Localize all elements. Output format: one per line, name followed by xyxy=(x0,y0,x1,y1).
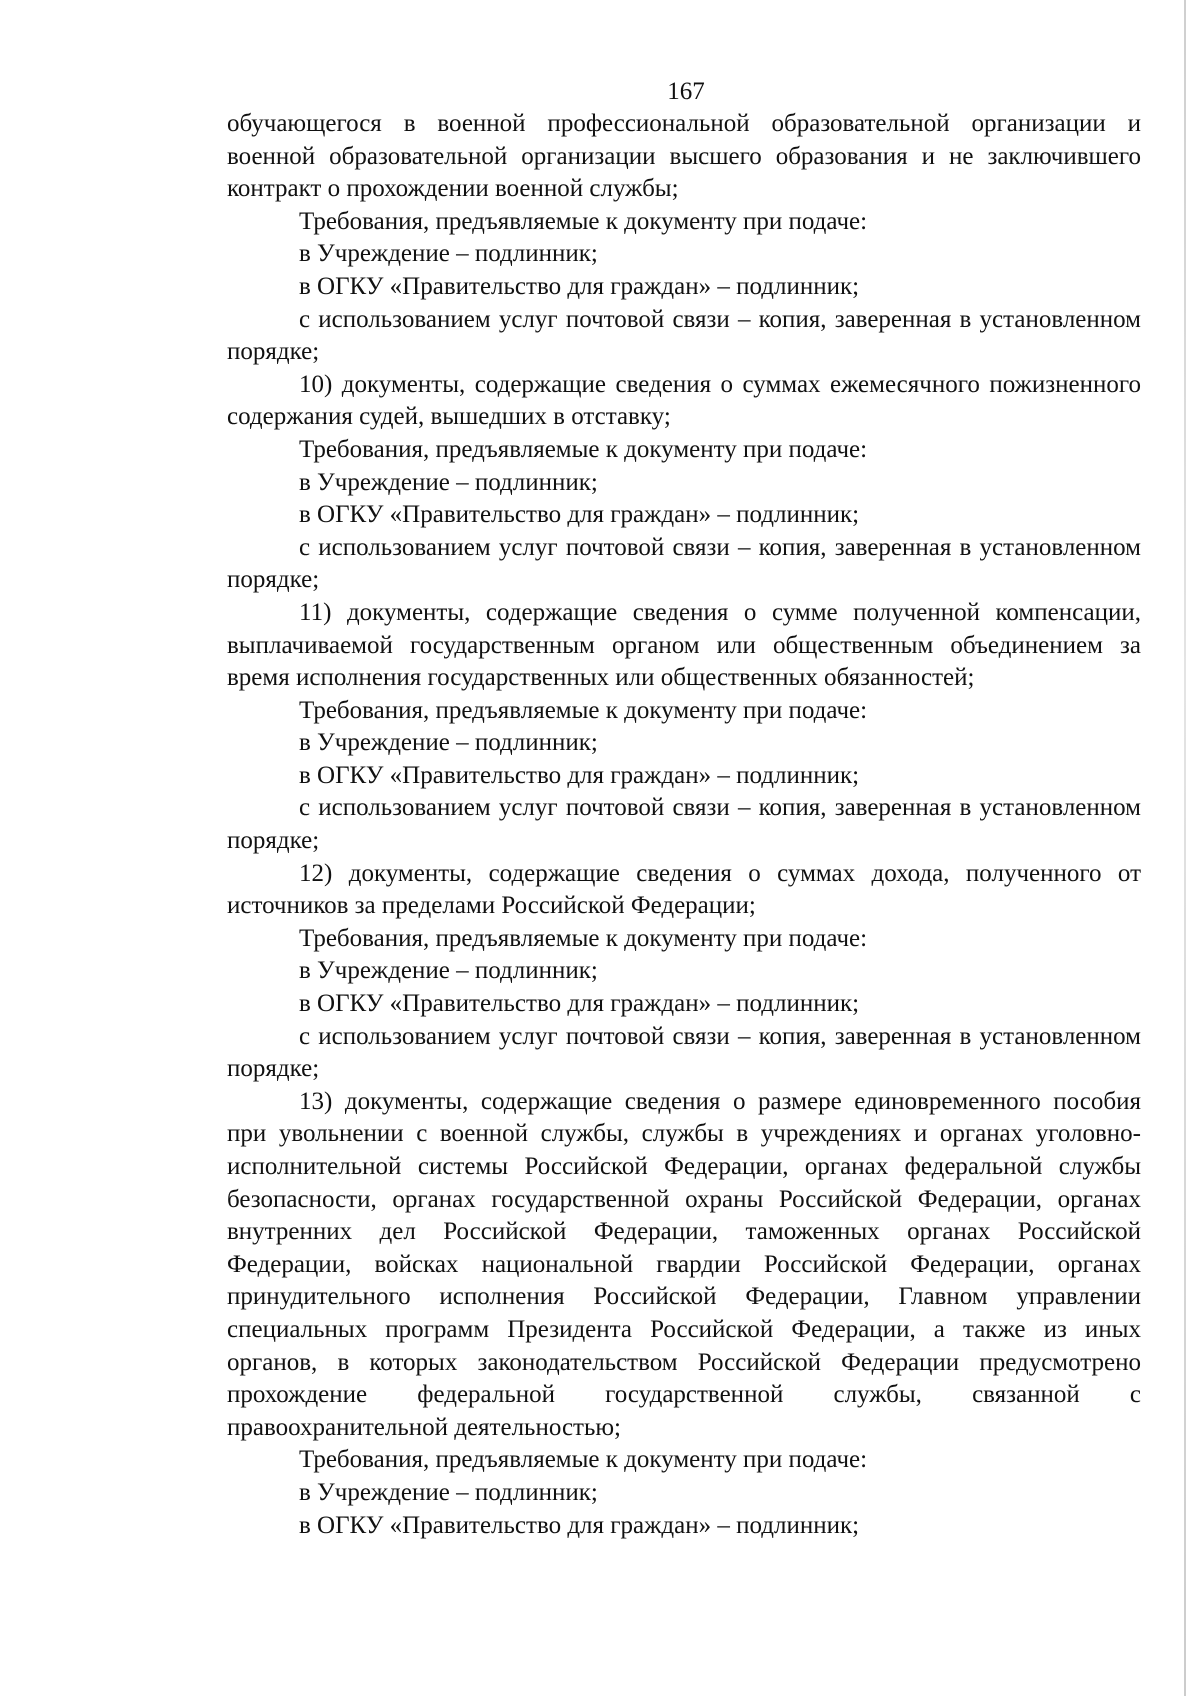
paragraph-item-12: 12) документы, содержащие сведения о суммах дохода, полученного от источников за пределами Российской Федерации; xyxy=(227,859,1141,920)
paragraph-requirements: Требования, предъявляемые к документу при подаче: xyxy=(299,435,868,463)
paragraph-requirements: Требования, предъявляемые к документу при подаче: xyxy=(299,207,868,235)
paragraph-item-10: 10) документы, содержащие сведения о суммах ежемесячного пожизненного содержания судей, вышедших в отставку; xyxy=(227,370,1141,431)
paragraph-item-11: 11) документы, содержащие сведения о сумме полученной компенсации, выплачиваемой государственным органом или общественным объединением за время исполнения государственных или общественных обязанностей; xyxy=(227,598,1141,692)
paragraph-postal: с использованием услуг почтовой связи – копия, заверенная в установленном порядке; xyxy=(227,305,1141,366)
document-body xyxy=(227,108,1141,1542)
paragraph-institution: в Учреждение – подлинник; xyxy=(299,729,598,757)
paragraph-ogku: в ОГКУ «Правительство для граждан» – подлинник; xyxy=(299,272,860,300)
scan-edge-line xyxy=(1184,0,1186,1696)
paragraph-requirements: Требования, предъявляемые к документу при подаче: xyxy=(299,924,868,952)
paragraph-requirements: Требования, предъявляемые к документу при подаче: xyxy=(299,696,868,724)
paragraph-ogku: в ОГКУ «Правительство для граждан» – подлинник; xyxy=(299,761,860,789)
paragraph-continuation: обучающегося в военной профессиональной образовательной организации и военной образовательной организации высшего образования и не заключившего контракт о прохождении военной службы; xyxy=(227,110,1141,203)
paragraph-institution: в Учреждение – подлинник; xyxy=(299,1478,598,1506)
paragraph-institution: в Учреждение – подлинник; xyxy=(299,468,598,496)
paragraph-ogku: в ОГКУ «Правительство для граждан» – подлинник; xyxy=(299,1511,860,1539)
paragraph-postal: с использованием услуг почтовой связи – копия, заверенная в установленном порядке; xyxy=(227,1022,1141,1083)
paragraph-postal: с использованием услуг почтовой связи – копия, заверенная в установленном порядке; xyxy=(227,794,1141,855)
paragraph-requirements: Требования, предъявляемые к документу при подаче: xyxy=(299,1446,868,1474)
paragraph-ogku: в ОГКУ «Правительство для граждан» – подлинник; xyxy=(299,990,860,1018)
paragraph-institution: в Учреждение – подлинник; xyxy=(299,957,598,985)
paragraph-postal: с использованием услуг почтовой связи – копия, заверенная в установленном порядке; xyxy=(227,533,1141,594)
paragraph-institution: в Учреждение – подлинник; xyxy=(299,240,598,268)
paragraph-item-13: 13) документы, содержащие сведения о размере единовременного пособия при увольнении с военной службы, службы в учреждениях и органах уголовно-исполнительной системы Российской Федерации, органах федеральной службы безопасности, органах государственной охраны Российской Федерации, органах внутренних дел Российской Федерации, таможенных органах Российской Федерации, войсках национальной гвардии Российской Федерации, органах принудительного исполнения Российской Федерации, Главном управлении специальных программ Президента Российской Федерации, а также из иных органов, в которых законодательством Российской Федерации предусмотрено прохождение федеральной государственной службы, связанной с правоохранительной деятельностью; xyxy=(227,1087,1141,1441)
page-number: 167 xyxy=(667,78,705,105)
paragraph-ogku: в ОГКУ «Правительство для граждан» – подлинник; xyxy=(299,501,860,529)
